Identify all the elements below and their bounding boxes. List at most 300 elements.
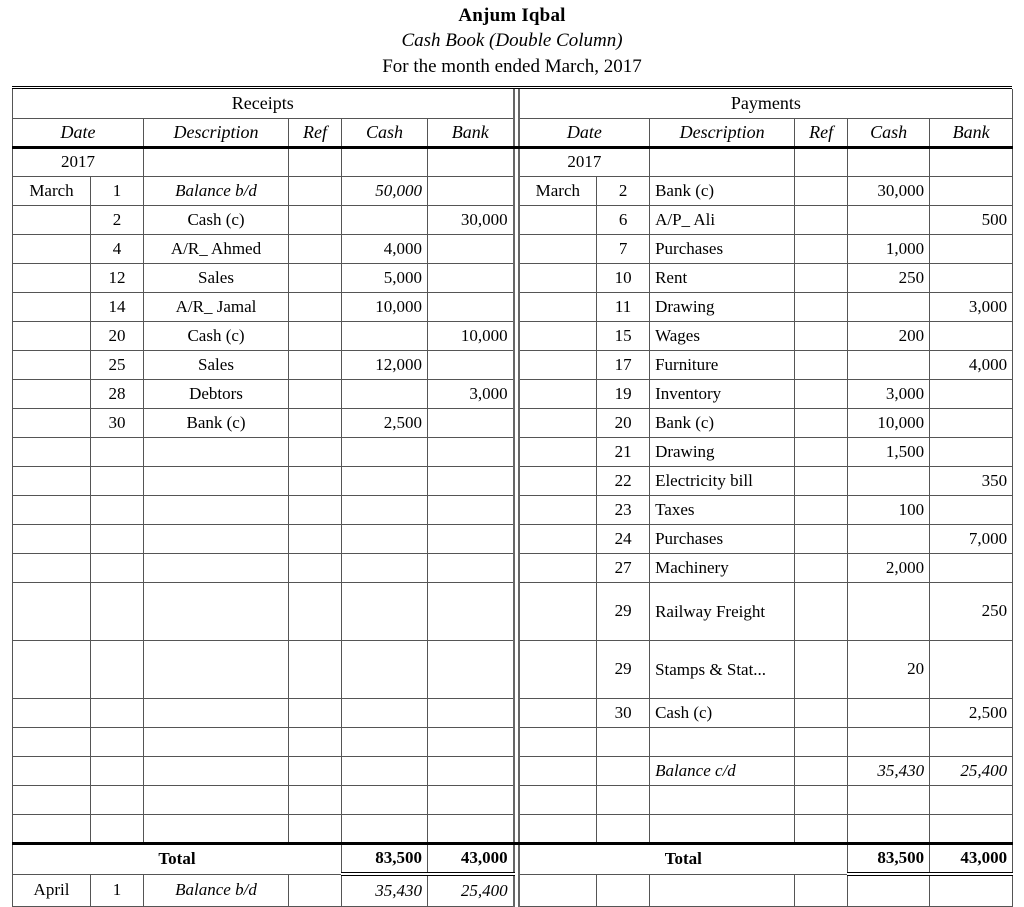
table-row bbox=[13, 495, 1013, 524]
receipts-cell-ref bbox=[289, 756, 342, 785]
payments-cell-cash bbox=[848, 350, 930, 379]
receipts-cell-cash: 10,000 bbox=[342, 292, 428, 321]
table-row bbox=[13, 205, 1013, 234]
payments-cell-bank bbox=[930, 640, 1013, 698]
payments-cell-ref bbox=[795, 582, 848, 640]
receipts-cell-day: 30 bbox=[91, 408, 144, 437]
payments-cell-ref bbox=[795, 321, 848, 350]
receipts-cell-description: Bank (c) bbox=[144, 408, 289, 437]
payments-cell-bank bbox=[930, 379, 1013, 408]
payments-cell-month bbox=[519, 437, 597, 466]
payments-cell-day: 20 bbox=[597, 408, 650, 437]
receipts-cell-description bbox=[144, 640, 289, 698]
payments-title: Payments bbox=[519, 89, 1013, 118]
receipts-cell-month bbox=[13, 698, 91, 727]
receipts-cell-bank bbox=[428, 234, 514, 263]
table-row bbox=[13, 437, 1013, 466]
payments-cell-description: Cash (c) bbox=[650, 698, 795, 727]
payments-cell-description: Electricity bill bbox=[650, 466, 795, 495]
receipts-cell-cash bbox=[342, 437, 428, 466]
receipts-cell-day bbox=[91, 814, 144, 843]
payments-cell-bank bbox=[930, 785, 1013, 814]
receipts-year: 2017 bbox=[13, 147, 144, 176]
receipts-cell-bank bbox=[428, 727, 514, 756]
receipts-cell-description: Cash (c) bbox=[144, 321, 289, 350]
receipts-title: Receipts bbox=[13, 89, 514, 118]
receipts-cell-month bbox=[13, 756, 91, 785]
payments-cell-bank: 3,000 bbox=[930, 292, 1013, 321]
receipts-cell-description: Sales bbox=[144, 350, 289, 379]
payments-cell-day: 17 bbox=[597, 350, 650, 379]
receipts-cell-day bbox=[91, 524, 144, 553]
payments-cell-day bbox=[597, 785, 650, 814]
receipts-cell-month: March bbox=[13, 176, 91, 205]
payments-cell-description: Wages bbox=[650, 321, 795, 350]
payments-cell-bank bbox=[930, 263, 1013, 292]
receipts-year-bank bbox=[428, 147, 514, 176]
payments-year-description bbox=[650, 147, 795, 176]
receipts-cell-ref bbox=[289, 205, 342, 234]
receipts-cell-bank bbox=[428, 814, 514, 843]
table-row bbox=[13, 814, 1013, 843]
receipts-cell-description bbox=[144, 727, 289, 756]
receipts-cell-ref bbox=[289, 582, 342, 640]
payments-cell-description: Purchases bbox=[650, 234, 795, 263]
table-row bbox=[13, 292, 1013, 321]
receipts-cell-cash bbox=[342, 640, 428, 698]
receipts-cell-day bbox=[91, 466, 144, 495]
receipts-cell-cash bbox=[342, 814, 428, 843]
receipts-cell-day bbox=[91, 727, 144, 756]
receipts-cell-month bbox=[13, 408, 91, 437]
payments-cell-description: Taxes bbox=[650, 495, 795, 524]
payments-final-day bbox=[597, 874, 650, 906]
receipts-cell-cash bbox=[342, 495, 428, 524]
payments-total-cash: 83,500 bbox=[848, 843, 930, 874]
receipts-cell-description: A/R_ Ahmed bbox=[144, 234, 289, 263]
receipts-year-cash bbox=[342, 147, 428, 176]
payments-cell-day: 6 bbox=[597, 205, 650, 234]
payments-cell-day: 22 bbox=[597, 466, 650, 495]
table-row bbox=[13, 321, 1013, 350]
receipts-cell-description bbox=[144, 785, 289, 814]
payments-cell-description: Drawing bbox=[650, 292, 795, 321]
receipts-col-bank: Bank bbox=[428, 118, 514, 147]
payments-cell-cash: 1,000 bbox=[848, 234, 930, 263]
receipts-col-ref: Ref bbox=[289, 118, 342, 147]
payments-total-label: Total bbox=[519, 843, 848, 874]
payments-cell-ref bbox=[795, 176, 848, 205]
payments-total-bank: 43,000 bbox=[930, 843, 1013, 874]
receipts-cell-ref bbox=[289, 524, 342, 553]
payments-cell-ref bbox=[795, 524, 848, 553]
payments-cell-description: Inventory bbox=[650, 379, 795, 408]
payments-final-month bbox=[519, 874, 597, 906]
receipts-cell-ref bbox=[289, 292, 342, 321]
receipts-cell-cash: 12,000 bbox=[342, 350, 428, 379]
receipts-cell-ref bbox=[289, 263, 342, 292]
payments-cell-day: 15 bbox=[597, 321, 650, 350]
payments-cell-bank: 7,000 bbox=[930, 524, 1013, 553]
payments-cell-ref bbox=[795, 292, 848, 321]
document-period: For the month ended March, 2017 bbox=[382, 56, 642, 77]
receipts-cell-bank bbox=[428, 640, 514, 698]
receipts-cell-month bbox=[13, 437, 91, 466]
receipts-cell-ref bbox=[289, 350, 342, 379]
receipts-cell-bank bbox=[428, 785, 514, 814]
receipts-cell-description bbox=[144, 553, 289, 582]
receipts-cell-cash: 50,000 bbox=[342, 176, 428, 205]
payments-cell-cash bbox=[848, 727, 930, 756]
receipts-cell-month bbox=[13, 727, 91, 756]
receipts-cell-ref bbox=[289, 727, 342, 756]
payments-cell-description: Bank (c) bbox=[650, 176, 795, 205]
payments-cell-description: Stamps & Stat... bbox=[650, 640, 795, 698]
receipts-cell-month bbox=[13, 466, 91, 495]
receipts-cell-month bbox=[13, 814, 91, 843]
receipts-cell-ref bbox=[289, 785, 342, 814]
receipts-cell-description bbox=[144, 698, 289, 727]
receipts-cell-day bbox=[91, 582, 144, 640]
payments-cell-cash: 2,000 bbox=[848, 553, 930, 582]
receipts-cell-ref bbox=[289, 466, 342, 495]
payments-cell-bank bbox=[930, 321, 1013, 350]
receipts-cell-cash: 5,000 bbox=[342, 263, 428, 292]
payments-cell-month bbox=[519, 553, 597, 582]
payments-cell-ref bbox=[795, 350, 848, 379]
receipts-cell-bank bbox=[428, 553, 514, 582]
receipts-cell-ref bbox=[289, 640, 342, 698]
receipts-cell-day: 2 bbox=[91, 205, 144, 234]
payments-cell-cash: 200 bbox=[848, 321, 930, 350]
payments-final-description bbox=[650, 874, 795, 906]
payments-cell-cash bbox=[848, 292, 930, 321]
receipts-cell-cash bbox=[342, 727, 428, 756]
receipts-cell-bank bbox=[428, 582, 514, 640]
receipts-cell-description: Cash (c) bbox=[144, 205, 289, 234]
receipts-cell-bank bbox=[428, 176, 514, 205]
payments-cell-month bbox=[519, 321, 597, 350]
payments-cell-cash bbox=[848, 582, 930, 640]
receipts-cell-description: A/R_ Jamal bbox=[144, 292, 289, 321]
payments-cell-ref bbox=[795, 379, 848, 408]
receipts-cell-month bbox=[13, 350, 91, 379]
payments-cell-month: March bbox=[519, 176, 597, 205]
receipts-cell-cash bbox=[342, 698, 428, 727]
receipts-cell-bank bbox=[428, 756, 514, 785]
receipts-cell-cash: 2,500 bbox=[342, 408, 428, 437]
receipts-year-description bbox=[144, 147, 289, 176]
receipts-cell-ref bbox=[289, 379, 342, 408]
payments-cell-description: Furniture bbox=[650, 350, 795, 379]
payments-cell-cash: 10,000 bbox=[848, 408, 930, 437]
payments-cell-month bbox=[519, 495, 597, 524]
payments-cell-bank: 500 bbox=[930, 205, 1013, 234]
receipts-cell-description: Balance b/d bbox=[144, 176, 289, 205]
receipts-cell-day: 20 bbox=[91, 321, 144, 350]
receipts-cell-month bbox=[13, 582, 91, 640]
receipts-cell-cash bbox=[342, 582, 428, 640]
side-title-row bbox=[13, 89, 1013, 118]
receipts-cell-ref bbox=[289, 437, 342, 466]
receipts-cell-cash: 4,000 bbox=[342, 234, 428, 263]
payments-cell-description bbox=[650, 785, 795, 814]
receipts-cell-bank bbox=[428, 350, 514, 379]
payments-cell-ref bbox=[795, 785, 848, 814]
receipts-cell-day bbox=[91, 640, 144, 698]
payments-cell-day: 29 bbox=[597, 582, 650, 640]
receipts-cell-day: 4 bbox=[91, 234, 144, 263]
receipts-cell-day bbox=[91, 698, 144, 727]
payments-cell-ref bbox=[795, 698, 848, 727]
payments-cell-day: 29 bbox=[597, 640, 650, 698]
receipts-cell-bank: 10,000 bbox=[428, 321, 514, 350]
payments-cell-cash bbox=[848, 698, 930, 727]
receipts-cell-ref bbox=[289, 814, 342, 843]
receipts-cell-description bbox=[144, 495, 289, 524]
table-row bbox=[13, 379, 1013, 408]
payments-cell-description: Drawing bbox=[650, 437, 795, 466]
table-row bbox=[13, 640, 1013, 698]
cash-book-table-wrapper bbox=[12, 86, 1012, 907]
payments-cell-day: 10 bbox=[597, 263, 650, 292]
payments-cell-day: 2 bbox=[597, 176, 650, 205]
receipts-cell-description bbox=[144, 524, 289, 553]
receipts-final-ref bbox=[289, 874, 342, 906]
payments-cell-day bbox=[597, 814, 650, 843]
payments-year-ref bbox=[795, 147, 848, 176]
payments-cell-cash: 1,500 bbox=[848, 437, 930, 466]
payments-cell-bank: 4,000 bbox=[930, 350, 1013, 379]
receipts-total-bank: 43,000 bbox=[428, 843, 514, 874]
receipts-cell-description: Debtors bbox=[144, 379, 289, 408]
payments-cell-cash bbox=[848, 814, 930, 843]
receipts-cell-bank bbox=[428, 408, 514, 437]
payments-cell-cash: 250 bbox=[848, 263, 930, 292]
receipts-cell-bank bbox=[428, 292, 514, 321]
receipts-final-month: April bbox=[13, 874, 91, 906]
payments-cell-month bbox=[519, 205, 597, 234]
payments-cell-bank bbox=[930, 176, 1013, 205]
receipts-cell-ref bbox=[289, 495, 342, 524]
payments-cell-ref bbox=[795, 756, 848, 785]
payments-cell-month bbox=[519, 524, 597, 553]
receipts-cell-description: Sales bbox=[144, 263, 289, 292]
payments-cell-description: A/P_ Ali bbox=[650, 205, 795, 234]
receipts-cell-day bbox=[91, 553, 144, 582]
payments-cell-day bbox=[597, 756, 650, 785]
payments-col-date: Date bbox=[519, 118, 650, 147]
payments-cell-cash bbox=[848, 205, 930, 234]
receipts-cell-month bbox=[13, 234, 91, 263]
total-row bbox=[13, 843, 1013, 874]
receipts-cell-month bbox=[13, 785, 91, 814]
receipts-cell-day bbox=[91, 495, 144, 524]
payments-cell-month bbox=[519, 408, 597, 437]
receipts-final-description: Balance b/d bbox=[144, 874, 289, 906]
payments-cell-day bbox=[597, 727, 650, 756]
payments-cell-day: 19 bbox=[597, 379, 650, 408]
payments-cell-day: 23 bbox=[597, 495, 650, 524]
receipts-cell-bank bbox=[428, 466, 514, 495]
payments-cell-day: 30 bbox=[597, 698, 650, 727]
document-heading bbox=[0, 0, 1024, 80]
receipts-cell-description bbox=[144, 814, 289, 843]
payments-cell-ref bbox=[795, 553, 848, 582]
payments-cell-description: Rent bbox=[650, 263, 795, 292]
receipts-cell-month bbox=[13, 495, 91, 524]
payments-cell-cash: 100 bbox=[848, 495, 930, 524]
payments-cell-ref bbox=[795, 234, 848, 263]
receipts-cell-month bbox=[13, 379, 91, 408]
payments-cell-cash bbox=[848, 785, 930, 814]
payments-cell-ref bbox=[795, 466, 848, 495]
table-row bbox=[13, 785, 1013, 814]
payments-cell-description bbox=[650, 727, 795, 756]
payments-cell-ref bbox=[795, 408, 848, 437]
table-row bbox=[13, 263, 1013, 292]
payments-col-ref: Ref bbox=[795, 118, 848, 147]
payments-final-cash bbox=[848, 874, 930, 906]
table-row bbox=[13, 698, 1013, 727]
payments-cell-cash: 3,000 bbox=[848, 379, 930, 408]
receipts-cell-bank bbox=[428, 263, 514, 292]
receipts-cell-description bbox=[144, 756, 289, 785]
table-row bbox=[13, 176, 1013, 205]
receipts-cell-ref bbox=[289, 234, 342, 263]
payments-cell-day: 11 bbox=[597, 292, 650, 321]
receipts-cell-bank: 30,000 bbox=[428, 205, 514, 234]
payments-cell-day: 24 bbox=[597, 524, 650, 553]
payments-cell-month bbox=[519, 814, 597, 843]
payments-cell-description: Railway Freight bbox=[650, 582, 795, 640]
payments-cell-month bbox=[519, 756, 597, 785]
receipts-cell-cash bbox=[342, 524, 428, 553]
company-name: Anjum Iqbal bbox=[458, 5, 566, 26]
payments-cell-description: Bank (c) bbox=[650, 408, 795, 437]
receipts-cell-day: 12 bbox=[91, 263, 144, 292]
payments-cell-description bbox=[650, 814, 795, 843]
payments-year: 2017 bbox=[519, 147, 650, 176]
receipts-final-cash: 35,430 bbox=[342, 874, 428, 906]
payments-cell-cash: 20 bbox=[848, 640, 930, 698]
receipts-cell-bank bbox=[428, 495, 514, 524]
payments-cell-day: 21 bbox=[597, 437, 650, 466]
final-balance-row bbox=[13, 874, 1013, 906]
payments-cell-bank bbox=[930, 234, 1013, 263]
receipts-cell-month bbox=[13, 553, 91, 582]
payments-cell-month bbox=[519, 727, 597, 756]
payments-final-ref bbox=[795, 874, 848, 906]
payments-cell-bank: 350 bbox=[930, 466, 1013, 495]
receipts-cell-month bbox=[13, 263, 91, 292]
receipts-cell-day bbox=[91, 437, 144, 466]
payments-cell-ref bbox=[795, 495, 848, 524]
receipts-cell-bank: 3,000 bbox=[428, 379, 514, 408]
receipts-cell-ref bbox=[289, 698, 342, 727]
receipts-cell-day bbox=[91, 785, 144, 814]
payments-cell-month bbox=[519, 785, 597, 814]
receipts-cell-bank bbox=[428, 437, 514, 466]
receipts-col-cash: Cash bbox=[342, 118, 428, 147]
receipts-cell-day: 28 bbox=[91, 379, 144, 408]
payments-cell-cash bbox=[848, 466, 930, 495]
payments-final-bank bbox=[930, 874, 1013, 906]
receipts-cell-ref bbox=[289, 176, 342, 205]
receipts-final-day: 1 bbox=[91, 874, 144, 906]
payments-cell-cash: 30,000 bbox=[848, 176, 930, 205]
receipts-cell-month bbox=[13, 524, 91, 553]
receipts-cell-bank bbox=[428, 524, 514, 553]
payments-cell-description: Purchases bbox=[650, 524, 795, 553]
payments-col-description: Description bbox=[650, 118, 795, 147]
receipts-cell-ref bbox=[289, 321, 342, 350]
payments-cell-ref bbox=[795, 205, 848, 234]
payments-cell-bank: 25,400 bbox=[930, 756, 1013, 785]
table-row bbox=[13, 408, 1013, 437]
receipts-cell-cash bbox=[342, 553, 428, 582]
payments-cell-ref bbox=[795, 263, 848, 292]
payments-cell-day: 27 bbox=[597, 553, 650, 582]
payments-cell-bank bbox=[930, 727, 1013, 756]
table-row bbox=[13, 350, 1013, 379]
table-row bbox=[13, 524, 1013, 553]
receipts-cell-day bbox=[91, 756, 144, 785]
receipts-col-description: Description bbox=[144, 118, 289, 147]
receipts-cell-month bbox=[13, 640, 91, 698]
payments-year-bank bbox=[930, 147, 1013, 176]
payments-col-cash: Cash bbox=[848, 118, 930, 147]
receipts-cell-month bbox=[13, 321, 91, 350]
receipts-year-ref bbox=[289, 147, 342, 176]
receipts-total-label: Total bbox=[13, 843, 342, 874]
payments-col-bank: Bank bbox=[930, 118, 1013, 147]
table-row bbox=[13, 727, 1013, 756]
payments-cell-description: Machinery bbox=[650, 553, 795, 582]
payments-cell-bank: 250 bbox=[930, 582, 1013, 640]
payments-cell-ref bbox=[795, 727, 848, 756]
payments-cell-month bbox=[519, 640, 597, 698]
payments-cell-bank bbox=[930, 553, 1013, 582]
receipts-cell-description bbox=[144, 582, 289, 640]
column-header-row bbox=[13, 118, 1013, 147]
payments-cell-month bbox=[519, 379, 597, 408]
receipts-cell-cash bbox=[342, 466, 428, 495]
payments-cell-month bbox=[519, 292, 597, 321]
receipts-cell-cash bbox=[342, 205, 428, 234]
document-subtitle: Cash Book (Double Column) bbox=[401, 30, 623, 51]
receipts-cell-day: 1 bbox=[91, 176, 144, 205]
table-row bbox=[13, 466, 1013, 495]
payments-year-cash bbox=[848, 147, 930, 176]
receipts-cell-cash bbox=[342, 321, 428, 350]
receipts-cell-bank bbox=[428, 698, 514, 727]
receipts-cell-cash bbox=[342, 756, 428, 785]
table-row bbox=[13, 756, 1013, 785]
receipts-cell-description bbox=[144, 466, 289, 495]
payments-cell-month bbox=[519, 698, 597, 727]
receipts-cell-description bbox=[144, 437, 289, 466]
payments-cell-bank bbox=[930, 408, 1013, 437]
receipts-cell-cash bbox=[342, 785, 428, 814]
payments-cell-bank: 2,500 bbox=[930, 698, 1013, 727]
table-row bbox=[13, 234, 1013, 263]
receipts-cell-cash bbox=[342, 379, 428, 408]
payments-cell-ref bbox=[795, 640, 848, 698]
receipts-total-cash: 83,500 bbox=[342, 843, 428, 874]
payments-cell-bank bbox=[930, 814, 1013, 843]
table-row bbox=[13, 582, 1013, 640]
